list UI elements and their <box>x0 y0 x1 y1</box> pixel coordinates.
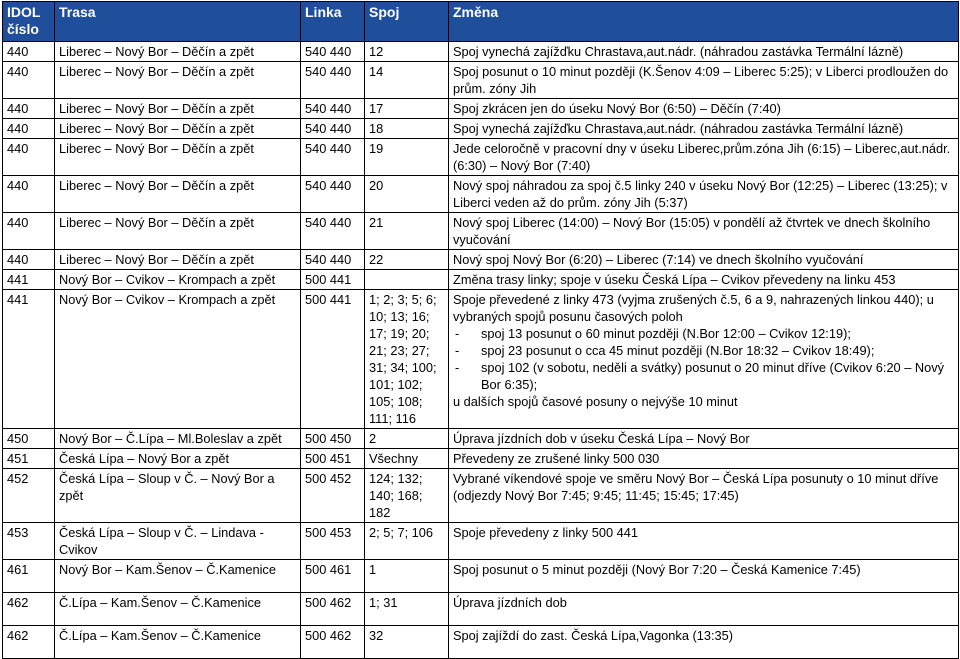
cell-trip <box>365 270 449 290</box>
cell-trip: 124; 132; 140; 168; 182 <box>365 469 449 523</box>
cell-id: 462 <box>3 626 55 659</box>
cell-id: 452 <box>3 469 55 523</box>
cell-line: 540 440 <box>301 213 365 250</box>
change-intro: Spoje převedené z linky 473 (vyjma zrušených č.5, 6 a 9, nahrazených linkou 440); u vybraných spojů posunu časových poloh <box>453 292 934 324</box>
table-row <box>3 429 959 449</box>
table-row <box>3 99 959 119</box>
cell-trip: 1; 2; 3; 5; 6; 10; 13; 16; 17; 19; 20; 21; 23; 27; 31; 34; 100; 101; 102; 105; 108; 111; 116 <box>365 290 449 429</box>
cell-change: Spoj zkrácen jen do úseku Nový Bor (6:50) – Děčín (7:40) <box>449 99 959 119</box>
cell-line: 500 450 <box>301 429 365 449</box>
cell-trip: 2 <box>365 429 449 449</box>
cell-trip: 17 <box>365 99 449 119</box>
cell-trip: Všechny <box>365 449 449 469</box>
header-idol-label: IDOL <box>7 4 41 20</box>
table-row <box>3 62 959 99</box>
cell-line: 540 440 <box>301 176 365 213</box>
cell-route: Liberec – Nový Bor – Děčín a zpět <box>55 119 301 139</box>
cell-route: Česká Lípa – Sloup v Č. – Lindava - Cvikov <box>55 523 301 560</box>
table-row <box>3 560 959 593</box>
table-row <box>3 119 959 139</box>
cell-route: Liberec – Nový Bor – Děčín a zpět <box>55 42 301 62</box>
cell-change: Nový spoj Nový Bor (6:20) – Liberec (7:14) ve dnech školního vyučování <box>449 250 959 270</box>
cell-trip: 1; 31 <box>365 593 449 626</box>
cell-id: 441 <box>3 290 55 429</box>
cell-trip: 19 <box>365 139 449 176</box>
cell-route: Nový Bor – Kam.Šenov – Č.Kamenice <box>55 560 301 593</box>
cell-route: Liberec – Nový Bor – Děčín a zpět <box>55 99 301 119</box>
cell-route: Liberec – Nový Bor – Děčín a zpět <box>55 213 301 250</box>
cell-change: Úprava jízdních dob <box>449 593 959 626</box>
cell-route: Č.Lípa – Kam.Šenov – Č.Kamenice <box>55 593 301 626</box>
cell-trip: 14 <box>365 62 449 99</box>
table-header-row <box>3 2 959 42</box>
cell-line: 540 440 <box>301 62 365 99</box>
cell-change: Převedeny ze zrušené linky 500 030 <box>449 449 959 469</box>
table-row <box>3 213 959 250</box>
cell-id: 440 <box>3 62 55 99</box>
cell-line: 540 440 <box>301 139 365 176</box>
cell-line: 540 440 <box>301 250 365 270</box>
header-trip: Spoj <box>365 2 449 42</box>
cell-change: Jede celoročně v pracovní dny v úseku Liberec,prům.zóna Jih (6:15) – Liberec,aut.nádr. (6:30) – Nový Bor (7:40) <box>449 139 959 176</box>
cell-id: 440 <box>3 176 55 213</box>
cell-route: Nový Bor – Č.Lípa – Ml.Boleslav a zpět <box>55 429 301 449</box>
cell-id: 440 <box>3 99 55 119</box>
cell-line: 540 440 <box>301 42 365 62</box>
cell-line: 500 462 <box>301 593 365 626</box>
cell-change: Změna trasy linky; spoje v úseku Česká Lípa – Cvikov převedeny na linku 453 <box>449 270 959 290</box>
cell-change: Úprava jízdních dob v úseku Česká Lípa – Nový Bor <box>449 429 959 449</box>
table-row <box>3 469 959 523</box>
cell-line: 500 462 <box>301 626 365 659</box>
cell-route: Nový Bor – Cvikov – Krompach a zpět <box>55 270 301 290</box>
cell-trip: 1 <box>365 560 449 593</box>
table-row <box>3 290 959 429</box>
table-row <box>3 523 959 560</box>
cell-route: Česká Lípa – Sloup v Č. – Nový Bor a zpět <box>55 469 301 523</box>
header-change: Změna <box>449 2 959 42</box>
cell-route: Nový Bor – Cvikov – Krompach a zpět <box>55 290 301 429</box>
cell-id: 440 <box>3 250 55 270</box>
table-row <box>3 449 959 469</box>
table-row <box>3 626 959 659</box>
cell-id: 440 <box>3 119 55 139</box>
cell-change: Spoj vynechá zajížďku Chrastava,aut.nádr. (náhradou zastávka Termální lázně) <box>449 42 959 62</box>
cell-id: 450 <box>3 429 55 449</box>
table-row <box>3 176 959 213</box>
cell-route: Liberec – Nový Bor – Děčín a zpět <box>55 250 301 270</box>
change-list-item: - spoj 102 (v sobotu, neděli a svátky) posunut o 20 minut dříve (Cvikov 6:20 – Nový Bor 6:35); <box>453 359 954 393</box>
cell-change: Spoj posunut o 5 minut později (Nový Bor 7:20 – Česká Kamenice 7:45) <box>449 560 959 593</box>
cell-route: Liberec – Nový Bor – Děčín a zpět <box>55 139 301 176</box>
cell-id: 451 <box>3 449 55 469</box>
cell-change: Spoj zajíždí do zast. Česká Lípa,Vagonka (13:35) <box>449 626 959 659</box>
change-list-item: - spoj 13 posunut o 60 minut později (N.Bor 12:00 – Cvikov 12:19); <box>453 325 954 342</box>
cell-trip: 20 <box>365 176 449 213</box>
cell-line: 500 452 <box>301 469 365 523</box>
change-list <box>453 325 954 393</box>
change-list-item: - spoj 23 posunut o cca 45 minut později (N.Bor 18:32 – Cvikov 18:49); <box>453 342 954 359</box>
changes-table <box>2 1 959 659</box>
table-row <box>3 42 959 62</box>
cell-id: 441 <box>3 270 55 290</box>
cell-change: Spoj vynechá zajížďku Chrastava,aut.nádr. (náhradou zastávka Termální lázně) <box>449 119 959 139</box>
cell-id: 461 <box>3 560 55 593</box>
cell-change: Spoje převedeny z linky 500 441 <box>449 523 959 560</box>
header-line: Linka <box>301 2 365 42</box>
cell-line: 500 451 <box>301 449 365 469</box>
cell-trip: 2; 5; 7; 106 <box>365 523 449 560</box>
cell-change <box>449 290 959 429</box>
cell-trip: 21 <box>365 213 449 250</box>
cell-line: 500 441 <box>301 290 365 429</box>
cell-line: 500 441 <box>301 270 365 290</box>
cell-line: 540 440 <box>301 119 365 139</box>
cell-change: Vybrané víkendové spoje ve směru Nový Bor – Česká Lípa posunuty o 10 minut dříve (odjezdy Nový Bor 7:45; 9:45; 11:45; 15:45; 17:45) <box>449 469 959 523</box>
change-outro: u dalších spojů časové posuny o nejvýše 10 minut <box>453 394 738 409</box>
cell-line: 540 440 <box>301 99 365 119</box>
cell-id: 440 <box>3 42 55 62</box>
cell-trip: 18 <box>365 119 449 139</box>
cell-id: 462 <box>3 593 55 626</box>
cell-change: Nový spoj náhradou za spoj č.5 linky 240 v úseku Nový Bor (12:25) – Liberec (13:25); v Liberci veden až do prům. zóny Jih (5:37) <box>449 176 959 213</box>
cell-route: Liberec – Nový Bor – Děčín a zpět <box>55 62 301 99</box>
cell-route: Česká Lípa – Nový Bor a zpět <box>55 449 301 469</box>
cell-route: Č.Lípa – Kam.Šenov – Č.Kamenice <box>55 626 301 659</box>
cell-id: 453 <box>3 523 55 560</box>
table-row <box>3 593 959 626</box>
cell-trip: 12 <box>365 42 449 62</box>
cell-line: 500 461 <box>301 560 365 593</box>
table-row <box>3 139 959 176</box>
cell-id: 440 <box>3 213 55 250</box>
header-idol-number <box>3 2 55 42</box>
table-row <box>3 250 959 270</box>
header-number-label: číslo <box>7 21 39 37</box>
cell-change: Nový spoj Liberec (14:00) – Nový Bor (15:05) v pondělí až čtvrtek ve dnech školního vyučování <box>449 213 959 250</box>
cell-route: Liberec – Nový Bor – Děčín a zpět <box>55 176 301 213</box>
cell-line: 500 453 <box>301 523 365 560</box>
cell-change: Spoj posunut o 10 minut později (K.Šenov 4:09 – Liberec 5:25); v Liberci prodloužen do prům. zóny Jih <box>449 62 959 99</box>
header-route: Trasa <box>55 2 301 42</box>
cell-id: 440 <box>3 139 55 176</box>
table-row <box>3 270 959 290</box>
cell-trip: 22 <box>365 250 449 270</box>
cell-trip: 32 <box>365 626 449 659</box>
